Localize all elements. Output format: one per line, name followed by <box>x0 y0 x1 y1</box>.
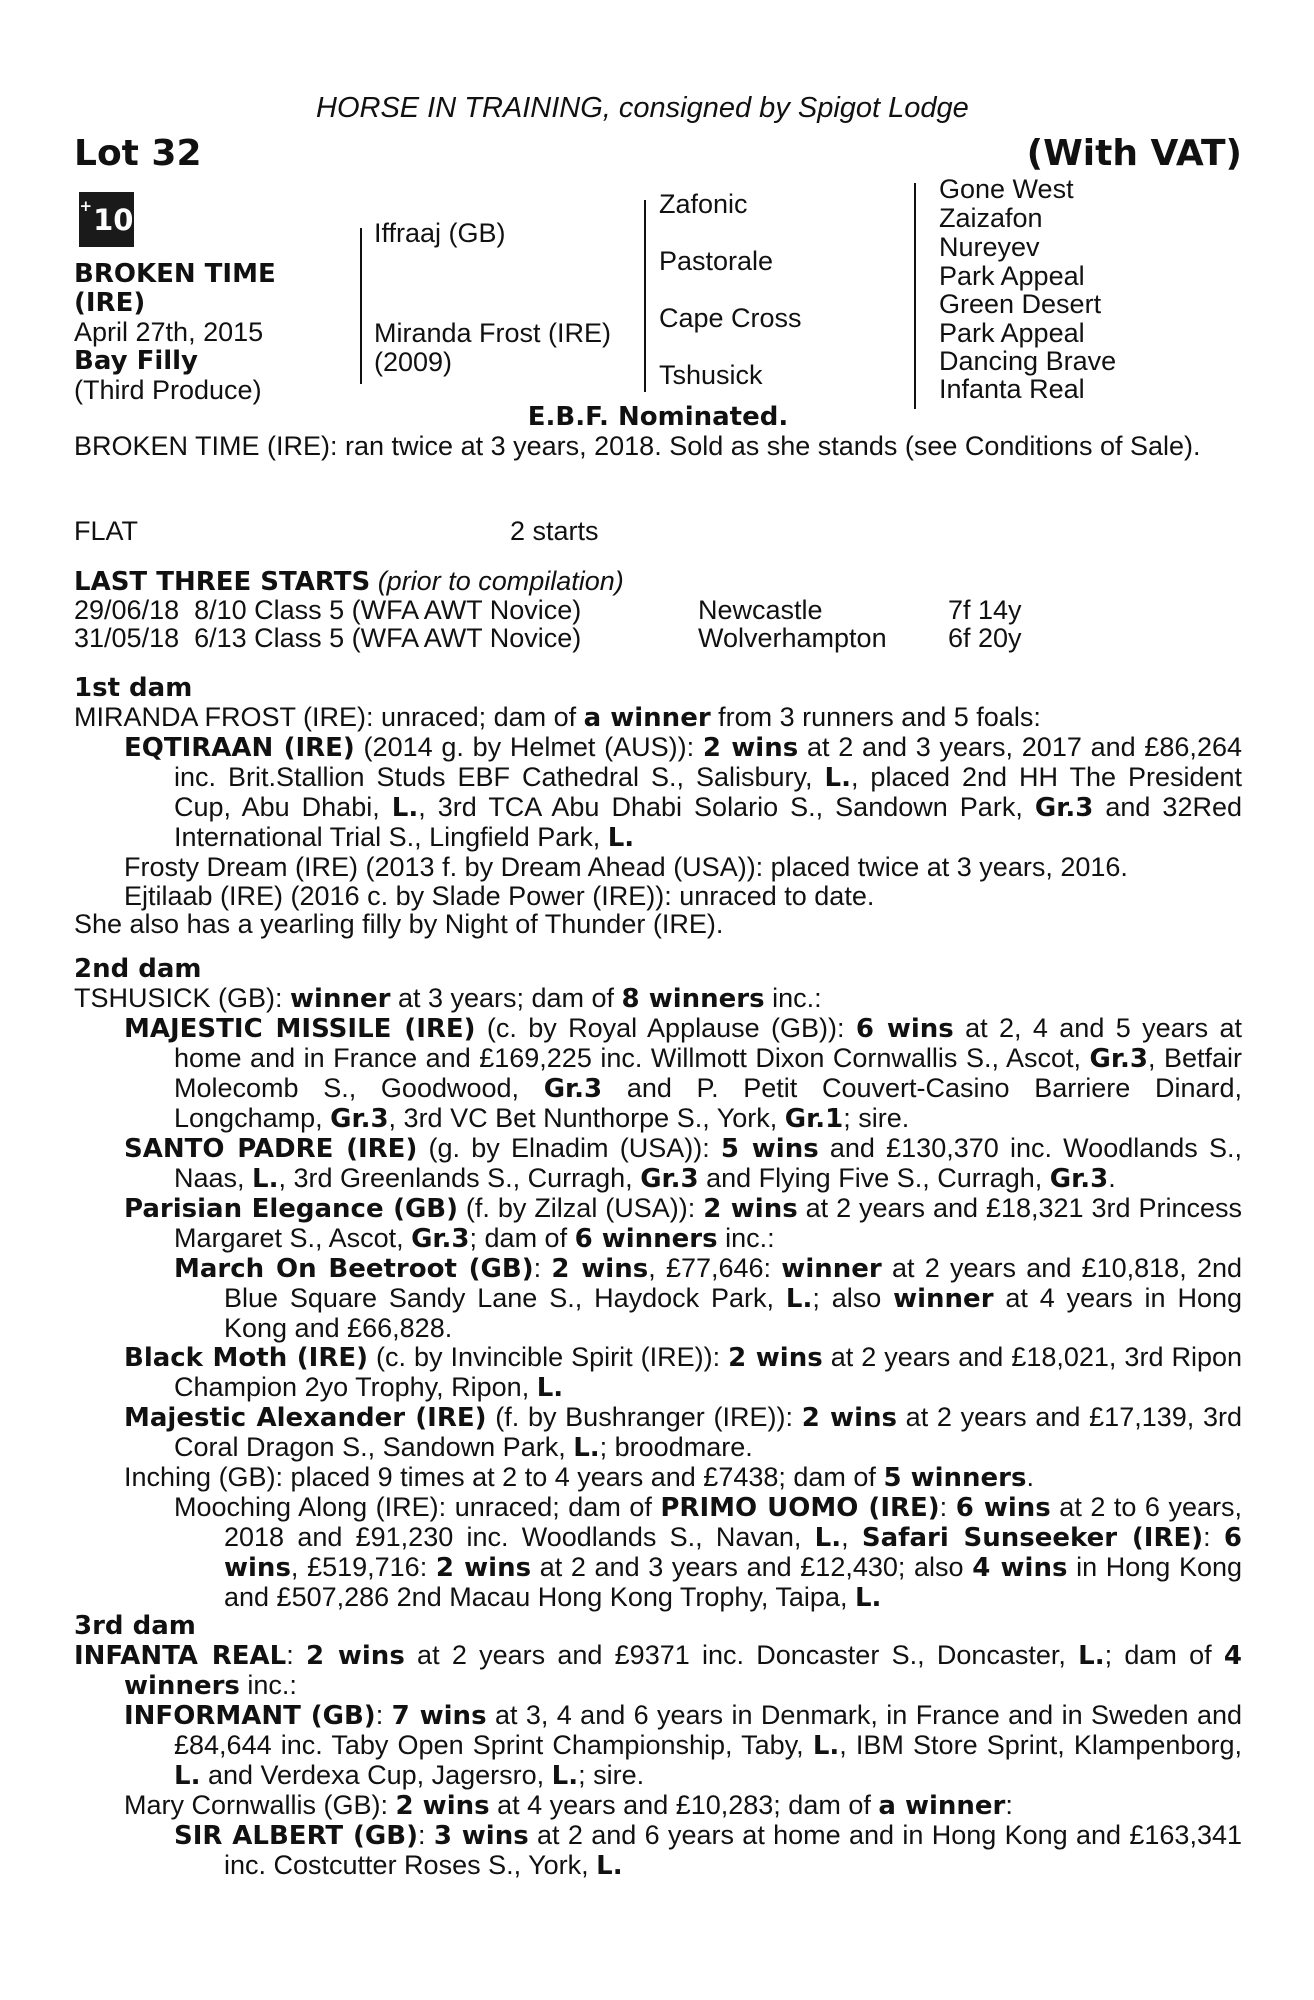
second-dam-heading: 2nd dam <box>74 954 202 984</box>
dam-year: (2009) <box>374 347 453 377</box>
offspring-inching: Inching (GB): placed 9 times at 2 to 4 years and £7438; dam of 5 winners. <box>124 1461 1034 1493</box>
pedigree-bracket-1 <box>360 228 362 384</box>
offspring-ejtilaab: Ejtilaab (IRE) (2016 c. by Slade Power (IRE)): unraced to date. <box>124 880 875 911</box>
second-dam-intro: TSHUSICK (GB): winner at 3 years; dam of 8 winners inc.: <box>74 983 822 1014</box>
horse-sex: Bay Filly <box>74 346 199 376</box>
grandsire: Zafonic <box>659 189 748 219</box>
lot-number: Lot 32 <box>74 133 202 174</box>
gen3-7: Dancing Brave <box>939 346 1117 376</box>
race-summary: BROKEN TIME (IRE): ran twice at 3 years, 2018. Sold as she stands (see Conditions of Sale). <box>74 431 1201 461</box>
gen3-3: Nureyev <box>939 232 1040 262</box>
offspring-black-moth: Black Moth (IRE) (c. by Invincible Spirit (IRE)): 2 wins at 2 years and £18,021, 3rd Ripon Champion 2yo Trophy, Ripon, L. <box>124 1341 1243 1403</box>
damsire: Cape Cross <box>659 303 802 333</box>
dam-name: Miranda Frost (IRE) <box>374 318 612 348</box>
first-dam-section <box>74 674 1242 939</box>
third-dam-heading: 3rd dam <box>74 1611 196 1641</box>
horse-name: BROKEN TIME <box>74 259 276 289</box>
first-dam-heading: 1st dam <box>74 673 193 703</box>
horse-suffix: (IRE) <box>74 288 146 318</box>
pedigree-bracket-2 <box>644 200 646 392</box>
gen3-2: Zaizafon <box>939 203 1043 233</box>
first-dam-intro: MIRANDA FROST (IRE): unraced; dam of a winner from 3 runners and 5 foals: <box>74 702 1041 733</box>
record-code: FLAT <box>74 516 139 546</box>
badge-number: 10 <box>93 202 134 237</box>
consignor-caption: HORSE IN TRAINING, consigned by Spigot Lodge <box>316 92 969 124</box>
start-row-1-race: 29/06/18 8/10 Class 5 (WFA AWT Novice) <box>74 595 582 625</box>
foaling-date: April 27th, 2015 <box>74 317 264 347</box>
granddam-sire-side: Pastorale <box>659 246 774 276</box>
offspring-informant: INFORMANT (GB): 7 wins at 3, 4 and 6 years in Denmark, in France and in Sweden and £84,644 inc. Taby Open Sprint Championship, Taby, L., IBM Store Sprint, Klampenborg, L. and Verdexa Cup, Jagersro, L.; sire. <box>124 1700 1242 1791</box>
sire-name: Iffraaj (GB) <box>374 218 506 248</box>
ebf-note: E.B.F. Nominated. <box>527 402 789 432</box>
offspring-santo-padre: SANTO PADRE (IRE) (g. by Elnadim (USA)): 5 wins and £130,370 inc. Woodlands S., Naas, L., 3rd Greenlands S., Curragh, Gr.3 and Flying Five S., Curragh, Gr.3. <box>124 1133 1242 1194</box>
start-row-2-course: Wolverhampton <box>698 623 887 653</box>
gen3-6: Park Appeal <box>939 318 1085 348</box>
start-row-2-race: 31/05/18 6/13 Class 5 (WFA AWT Novice) <box>74 623 582 653</box>
offspring-mooching-along: Mooching Along (IRE): unraced; dam of PRIMO UOMO (IRE): 6 wins at 2 to 6 years, 2018 and £91,230 inc. Woodlands S., Navan, L., Safari Sunseeker (IRE): 6 wins, £519,716: 2 wins at 2 and 3 years and £12,430; also 4 wins in Hong Kong and £507,286 2nd Macau Hong Kong Trophy, Taipa, L. <box>174 1491 1243 1613</box>
offspring-parisian-elegance: Parisian Elegance (GB) (f. by Zilzal (USA)): 2 wins at 2 years and £18,321 3rd Princess Margaret S., Ascot, Gr.3; dam of 6 winners inc.: <box>124 1193 1242 1254</box>
pedigree-bracket-3 <box>914 183 916 409</box>
badge-mark: + <box>79 196 93 215</box>
offspring-majestic-alexander: Majestic Alexander (IRE) (f. by Bushranger (IRE)): 2 wins at 2 years and £17,139, 3rd Coral Dragon S., Sandown Park, L.; broodmare. <box>124 1401 1242 1463</box>
start-row-1-distance: 7f 14y <box>948 595 1022 625</box>
offspring-march-on-beetroot: March On Beetroot (GB): 2 wins, £77,646: winner at 2 years and £10,818, 2nd Blue Square Sandy Lane S., Haydock Park, L.; also winner at 4 years in Hong Kong and £66,828. <box>174 1253 1242 1343</box>
produce-note: (Third Produce) <box>74 375 262 405</box>
offspring-mary-cornwallis: Mary Cornwallis (GB): 2 wins at 4 years and £10,283; dam of a winner: <box>124 1790 1013 1821</box>
offspring-eqtiraan: EQTIRAAN (IRE) (2014 g. by Helmet (AUS)): 2 wins at 2 and 3 years, 2017 and £86,264 inc. Brit.Stallion Studs EBF Cathedral S., Salisbury, L., placed 2nd HH The President Cup, Abu Dhabi, L., 3rd TCA Abu Dhabi Solario S., Sandown Park, Gr.3 and 32Red International Trial S., Lingfield Park, L. <box>124 732 1243 853</box>
gen3-1: Gone West <box>939 174 1074 204</box>
last-starts-heading: LAST THREE STARTS (prior to compilation) <box>74 566 624 597</box>
third-dam-intro: INFANTA REAL: 2 wins at 2 years and £9371 inc. Doncaster S., Doncaster, L.; dam of 4 winners inc.: <box>74 1640 1242 1701</box>
yearling-note: She also has a yearling filly by Night of Thunder (IRE). <box>74 909 724 940</box>
start-row-2-distance: 6f 20y <box>948 623 1022 653</box>
offspring-sir-albert: SIR ALBERT (GB): 3 wins at 2 and 6 years at home and in Hong Kong and £163,341 inc. Costcutter Roses S., York, L. <box>174 1820 1242 1881</box>
offspring-majestic-missile: MAJESTIC MISSILE (IRE) (c. by Royal Applause (GB)): 6 wins at 2, 4 and 5 years at home and in France and £169,225 inc. Willmott Dixon Cornwallis S., Ascot, Gr.3, Betfair Molecomb S., Goodwood, Gr.3 and P. Petit Couvert-Casino Barriere Dinard, Longchamp, Gr.3, 3rd VC Bet Nunthorpe S., York, Gr.1; sire. <box>124 1013 1242 1134</box>
record-starts: 2 starts <box>510 516 599 546</box>
third-dam-section <box>74 1612 1242 1881</box>
start-row-1-course: Newcastle <box>698 595 823 625</box>
ten-plus-icon <box>79 192 134 247</box>
granddam: Tshusick <box>659 360 763 390</box>
gen3-8: Infanta Real <box>939 374 1085 404</box>
second-dam-section <box>74 955 1242 1613</box>
gen3-5: Green Desert <box>939 289 1102 319</box>
vat-note: (With VAT) <box>1026 133 1242 174</box>
offspring-frosty-dream: Frosty Dream (IRE) (2013 f. by Dream Ahead (USA)): placed twice at 3 years, 2016. <box>124 852 1128 882</box>
gen3-4: Park Appeal <box>939 261 1085 291</box>
